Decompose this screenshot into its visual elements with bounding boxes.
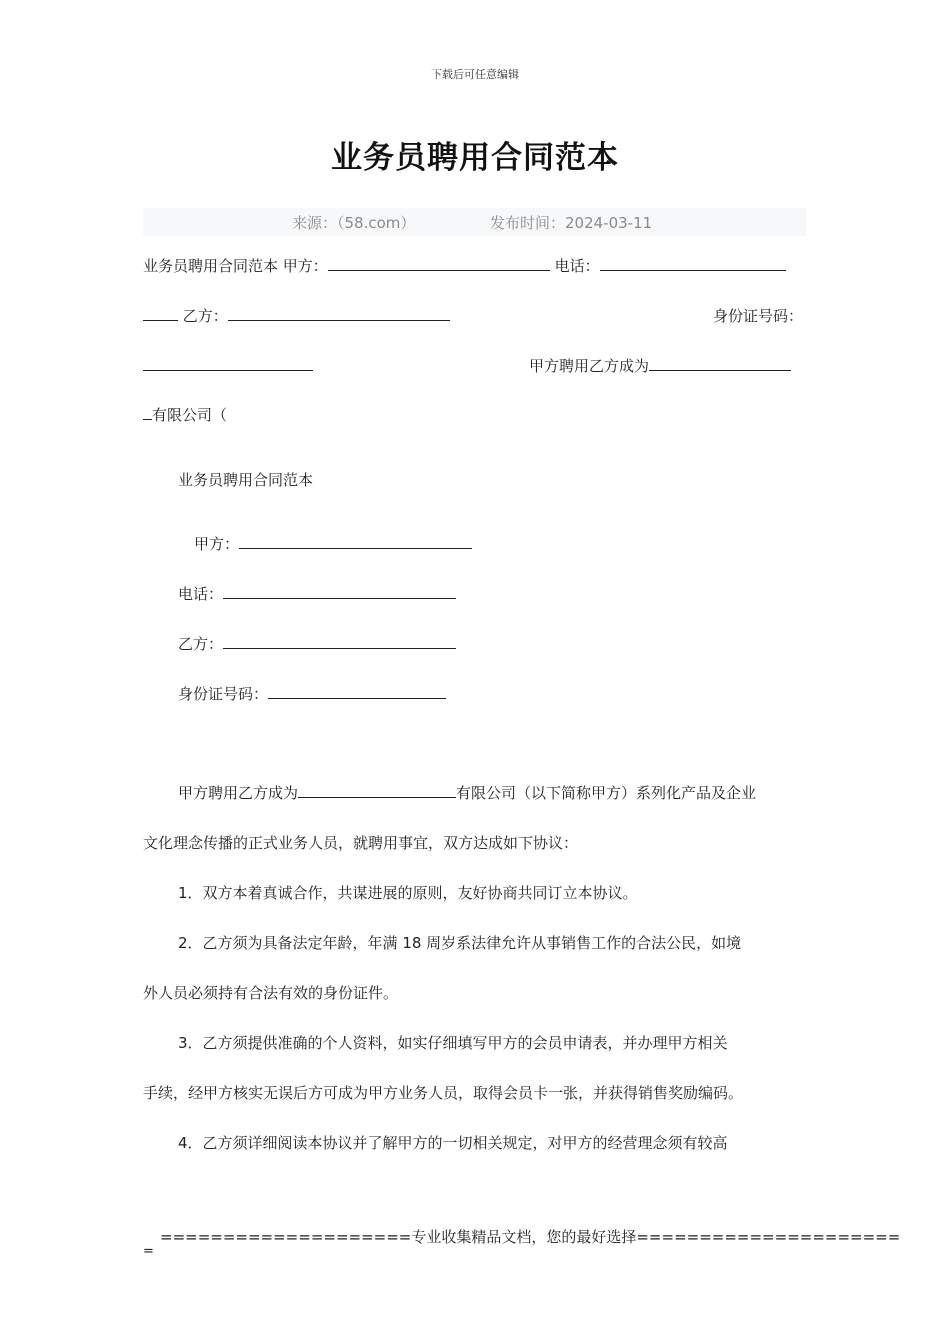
body-p1-prefix: 甲方聘用乙方成为 [178, 784, 299, 802]
intro-hire-label: 甲方聘用乙方成为 [529, 357, 650, 375]
meta-publish-time: 发布时间：2024-03-11 [490, 214, 653, 232]
top-note: 下载后可任意编辑 [431, 68, 519, 81]
blank-party-a [328, 256, 550, 271]
meta-bar [143, 208, 806, 236]
intro-line-3 [143, 356, 313, 376]
clause-3-line-1: 3．乙方须提供准确的个人资料，如实仔细填写甲方的会员申请表，并办理甲方相关 [178, 1034, 728, 1052]
footer-banner: ====================专业收集精品文档，您的最好选择===================== [160, 1228, 901, 1246]
blank-phone [600, 256, 786, 271]
form-id-blank [268, 684, 446, 699]
intro-company-tail: 有限公司（ [152, 406, 228, 424]
clause-4-line-1: 4．乙方须详细阅读本协议并了解甲方的一切相关规定，对甲方的经营理念须有较高 [178, 1134, 728, 1152]
intro-phone-label: 电话： [554, 257, 600, 275]
meta-source: 来源：（58.com） [292, 214, 416, 232]
form-party-a-blank [239, 534, 472, 549]
body-p1-suffix: 有限公司（以下简称甲方）系列化产品及企业 [456, 784, 757, 802]
form-id-label: 身份证号码： [178, 685, 269, 703]
form-party-b-blank [223, 634, 456, 649]
clause-2-line-2: 外人员必须持有合法有效的身份证件。 [143, 984, 399, 1002]
form-phone-row [178, 584, 456, 604]
body-p1-line-2: 文化理念传播的正式业务人员，就聘用事宜，双方达成如下协议： [143, 834, 579, 852]
clause-1: 1．双方本着真诚合作，共谋进展的原则，友好协商共同订立本协议。 [178, 884, 638, 902]
form-party-a-row [194, 534, 472, 554]
form-id-row [178, 684, 446, 704]
intro-party-a-label: 业务员聘用合同范本 甲方： [143, 257, 328, 275]
clause-2-line-1: 2．乙方须为具备法定年龄，年满 18 周岁系法律允许从事销售工作的合法公民，如境 [178, 934, 742, 952]
blank-company [649, 356, 791, 371]
body-paragraph-1 [178, 783, 756, 803]
intro-id-label: 身份证号码： [713, 307, 804, 325]
footer-tail: = [143, 1244, 154, 1259]
intro-party-b-label: 乙方： [182, 307, 228, 325]
blank-id-number [143, 356, 313, 371]
form-party-a-label: 甲方： [194, 535, 240, 553]
blank-phone-cont [143, 306, 178, 321]
document-title: 业务员聘用合同范本 [331, 140, 619, 176]
intro-line-4 [143, 405, 227, 425]
form-phone-blank [223, 584, 456, 599]
form-phone-label: 电话： [178, 585, 224, 603]
form-party-b-label: 乙方： [178, 635, 224, 653]
intro-line-1 [143, 256, 786, 276]
form-party-b-row [178, 634, 456, 654]
clause-3-line-2: 手续，经甲方核实无误后方可成为甲方业务人员，取得会员卡一张，并获得销售奖励编码。 [143, 1084, 744, 1102]
form-heading: 业务员聘用合同范本 [178, 471, 314, 489]
intro-hire-line [529, 356, 791, 376]
body-company-blank [298, 783, 456, 798]
blank-party-b [228, 306, 450, 321]
intro-line-2 [143, 306, 450, 326]
blank-company-cont [143, 405, 152, 420]
